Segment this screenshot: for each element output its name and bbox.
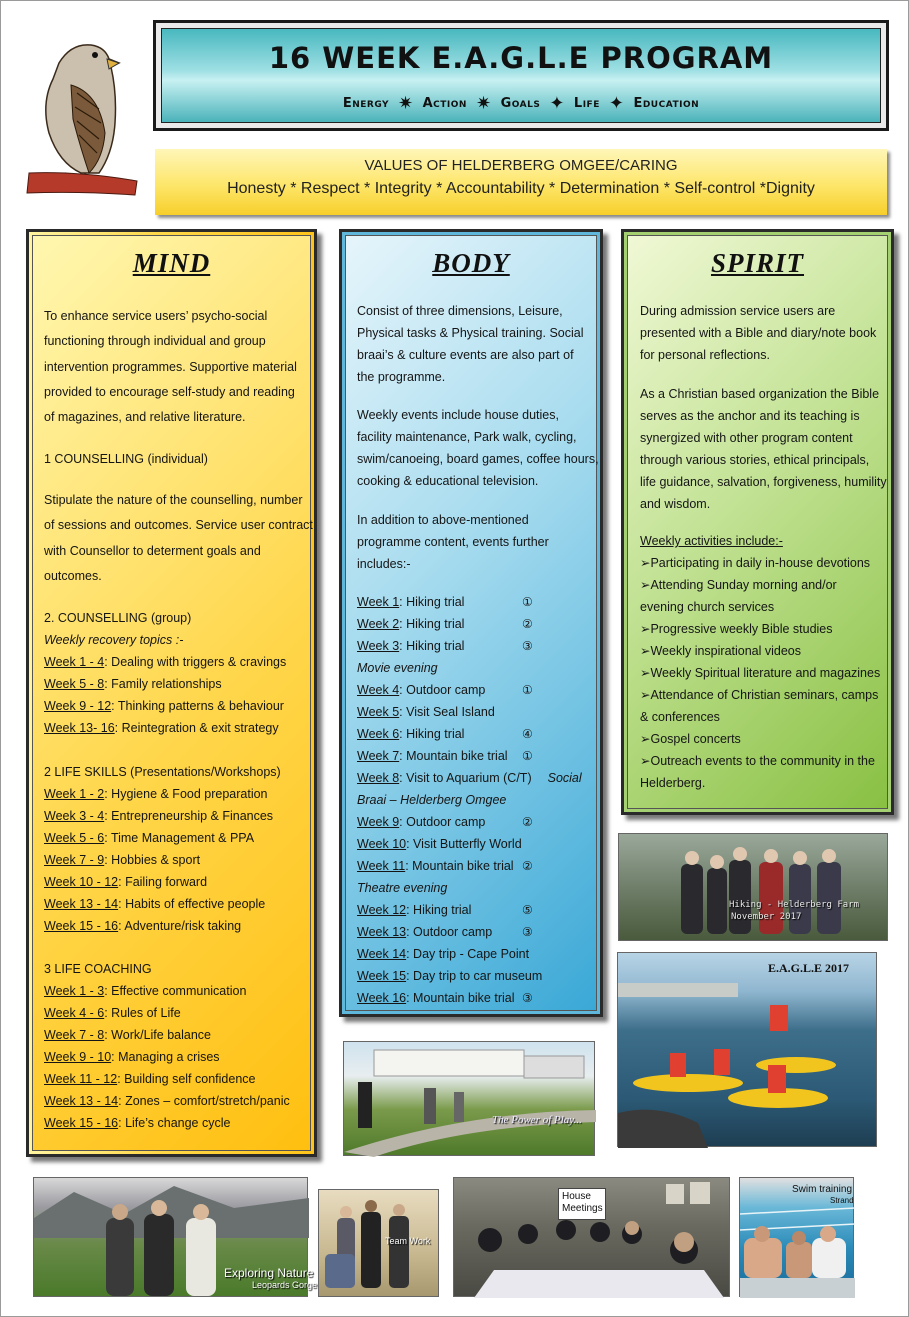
spirit-p2-line [640,384,879,406]
body-week-item [357,658,438,680]
sequence-number-icon: ③ [522,925,533,939]
body-week-item [357,812,533,834]
week-range: Week 5 - 8 [44,677,105,691]
mind-heading: MIND [132,248,211,278]
acronym-words [162,91,880,112]
week-number: Week 10 [357,837,407,851]
spirit-p2-line [640,472,887,494]
word-goals: Goals [500,96,541,111]
spirit-p1-line [640,301,835,323]
week-activity: : Visit Seal Island [399,705,495,719]
spirit-p1-text: During admission service users are [640,304,836,318]
mind-counselling-group-title [44,608,191,630]
mind-c1-text: outcomes. [44,568,102,583]
mind-week-item [44,806,273,828]
hiking-caption: Hiking - Helderberg Farm [729,900,860,910]
week-range: Week 10 - 12 [44,875,119,889]
body-p3-line [357,554,411,576]
mind-intro-text: provided to encourage self-study and reading [44,384,295,399]
spirit-activity-text: ➢Participating in daily in-house devotions [640,556,871,570]
mind-intro-text: functioning through individual and group [44,334,266,349]
sequence-number-icon: ⑤ [522,903,533,917]
sequence-number-icon: ② [522,617,533,631]
spirit-p1-text: for personal reflections. [640,348,770,362]
body-p1-line [357,345,574,367]
values-title: VALUES OF HELDERBERG OMGEE/CARING [364,157,678,174]
body-p1-text: Physical tasks & Physical training. Social [357,326,584,340]
body-p2-text: facility maintenance, Park walk, cycling, [357,430,577,444]
spirit-activity-text: ➢Outreach events to the community in the [640,754,875,768]
spirit-p1-line [640,345,770,367]
week-activity: : Day trip - Cape Point [406,947,530,961]
week-activity: : Mountain bike trial [399,749,508,763]
kayak-scene [618,953,878,1148]
spirit-p2-text: through various stories, ethical principals, [640,453,870,467]
spirit-p2-text: As a Christian based organization the Bible [640,387,880,401]
counselling-group-title: 2. COUNSELLING (group) [44,611,192,625]
body-p2-text: Weekly events include house duties, [357,408,559,422]
week-topic: : Entrepreneurship & Finances [104,809,274,823]
event-note: Braai – Helderberg Omgee [357,793,507,807]
star-icon: ✦ [608,93,625,114]
team-caption: Team Work [385,1236,431,1246]
week-activity: : Outdoor camp [399,683,486,697]
week-activity: : Mountain bike trial [406,991,515,1005]
mind-recovery-subtitle [44,630,183,652]
spirit-p2-line [640,406,860,428]
spirit-activity-line [640,619,833,641]
week-activity: : Hiking trial [406,903,472,917]
week-topic: : Building self confidence [117,1072,256,1086]
week-activity: : Outdoor camp [406,925,493,939]
program-title-box [153,20,889,131]
body-p1-text: Consist of three dimensions, Leisure, [357,304,563,318]
mind-week-item [44,981,246,1003]
spirit-activity-line [640,685,878,707]
body-week-item [357,900,533,922]
mind-week-item [44,850,200,872]
spirit-p2-text: synergized with other program content [640,431,853,445]
spirit-activity-line [640,707,720,729]
body-p2-line [357,405,559,427]
week-topic: : Effective communication [104,984,247,998]
body-p1-line [357,367,445,389]
spirit-activity-line [640,663,880,685]
spirit-activity-text: Helderberg. [640,776,706,790]
mind-week-item [44,828,254,850]
photo-house-meetings [453,1177,730,1297]
mind-week-item [44,784,268,806]
mind-column [26,229,317,1157]
house-caption: House Meetings [562,1191,603,1214]
mind-week-item [44,872,207,894]
spirit-activity-text: ➢Weekly Spiritual literature and magazines [640,666,881,680]
body-week-item [357,702,495,724]
week-number: Week 1 [357,595,400,609]
body-p2-line [357,427,577,449]
week-topic: : Time Management & PPA [104,831,255,845]
star-icon: ✷ [398,93,414,114]
week-range: Week 7 - 9 [44,853,105,867]
spirit-activity-line [640,553,870,575]
mind-c1-text: of sessions and outcomes. Service user contract [44,518,313,533]
life-coaching-title: 3 LIFE COACHING [44,962,152,976]
week-number: Week 2 [357,617,400,631]
body-p3-text: In addition to above-mentioned [357,513,529,527]
body-week-item [357,878,447,900]
sequence-number-icon: ④ [522,727,533,741]
body-p2-line [357,471,538,493]
body-week-item [357,746,533,768]
week-range: Week 1 - 3 [44,984,105,998]
week-number: Week 16 [357,991,407,1005]
mind-week-item [44,1091,290,1113]
recovery-topics-subtitle: Weekly recovery topics :- [44,633,184,647]
week-activity: : Visit Butterfly World [406,837,522,851]
event-note: Movie evening [357,661,438,675]
week-topic: : Failing forward [118,875,208,889]
kayak-caption: E.A.G.L.E 2017 [768,961,850,975]
spirit-activities-title [640,531,783,553]
week-number: Week 7 [357,749,400,763]
spirit-activity-text: ➢Weekly inspirational videos [640,644,802,658]
spirit-activity-line [640,641,801,663]
mind-intro-text: intervention programmes. Supportive material [44,359,297,374]
body-p3-line [357,532,549,554]
mind-intro-line [44,357,297,379]
body-p2-text: cooking & educational television. [357,474,539,488]
play-scene [344,1042,596,1157]
word-energy: Energy [342,96,390,111]
star-icon: ✷ [475,93,492,114]
body-week-item [357,592,533,614]
week-number: Week 9 [357,815,400,829]
values-list: Honesty * Respect * Integrity * Accountability * Determination * Self-control *Dignity [227,180,815,197]
mind-c1-line [44,566,102,588]
sequence-number-icon: ③ [522,991,533,1005]
word-life: Life [573,96,600,111]
body-week-item [357,768,582,790]
week-activity: : Hiking trial [399,727,465,741]
week-topic: : Thinking patterns & behaviour [111,699,284,713]
spirit-p2-line [640,450,869,472]
mind-c1-line [44,490,303,512]
spirit-activity-text: ➢Attendance of Christian seminars, camps [640,688,879,702]
spirit-p1-text: presented with a Bible and diary/note book [640,326,877,340]
spirit-activity-line [640,597,774,619]
body-p3-text: programme content, events further [357,535,549,549]
mind-c1-text: with Counsellor to determent goals and [44,543,261,558]
mind-c1-text: Stipulate the nature of the counselling, number [44,493,303,507]
mind-week-item [44,894,265,916]
body-p3-line [357,510,529,532]
values-banner [155,149,887,215]
spirit-activity-text: ➢Attending Sunday morning and/or [640,578,837,592]
body-week-item [357,724,533,746]
week-number: Week 6 [357,727,400,741]
mind-intro-line [44,382,295,404]
week-number: Week 4 [357,683,400,697]
body-week-item [357,944,529,966]
people-silhouettes [619,834,889,942]
body-week-item [357,856,533,878]
word-education: Education [633,96,700,111]
sequence-number-icon: ③ [522,639,533,653]
week-topic: : Hobbies & sport [104,853,201,867]
sequence-number-icon: ② [522,815,533,829]
week-activity: : Hiking trial [399,639,465,653]
week-number: Week 11 [357,859,406,873]
counselling-individual-title: 1 COUNSELLING (individual) [44,452,208,466]
week-range: Week 11 - 12 [44,1072,118,1086]
house-meetings-sign [558,1188,606,1220]
body-p1-line [357,301,563,323]
mind-intro-line [44,331,266,353]
mind-week-item [44,718,279,740]
nature-caption: Exploring Nature [224,1266,314,1280]
spirit-activity-line [640,729,741,751]
body-week-item [357,680,533,702]
body-p2-line [357,449,599,471]
week-topic: : Adventure/risk taking [118,919,242,933]
mind-week-item [44,1003,181,1025]
week-number: Week 12 [357,903,407,917]
eagle-illustration [19,23,139,203]
week-topic: : Dealing with triggers & cravings [104,655,287,669]
body-column [339,229,603,1017]
mind-counselling-individual-title [44,449,208,471]
body-week-item [357,988,533,1010]
photo-kayaking [617,952,877,1147]
life-skills-title: 2 LIFE SKILLS (Presentations/Workshops) [44,765,281,779]
nature-sub-caption: Leopards Gorge [252,1280,318,1290]
week-range: Week 15 - 16 [44,919,119,933]
week-range: Week 3 - 4 [44,809,105,823]
mind-week-item [44,652,286,674]
mind-week-item [44,1025,211,1047]
body-p3-text: includes:- [357,557,411,571]
week-range: Week 9 - 12 [44,699,112,713]
body-week-item [357,922,533,944]
mind-week-item [44,1047,220,1069]
body-p2-text: swim/canoeing, board games, coffee hours, [357,452,599,466]
mind-week-item [44,696,284,718]
spirit-column [621,229,894,815]
week-range: Week 9 - 10 [44,1050,112,1064]
week-topic: : Hygiene & Food preparation [104,787,268,801]
spirit-p2-text: life guidance, salvation, forgiveness, humility [640,475,887,489]
mind-week-item [44,1069,255,1091]
hiking-date: November 2017 [731,912,802,922]
body-p1-text: braai’s & culture events are also part of [357,348,574,362]
week-topic: : Work/Life balance [104,1028,211,1042]
mind-intro-line [44,306,267,328]
week-range: Week 15 - 16 [44,1116,119,1130]
week-range: Week 13 - 14 [44,897,119,911]
week-activity: : Hiking trial [399,617,465,631]
play-caption: The Power of Play... [492,1114,582,1126]
mind-intro-text: of magazines, and relative literature. [44,410,246,425]
body-heading: BODY [432,248,510,278]
week-number: Week 15 [357,969,407,983]
swim-caption: Swim training [792,1184,853,1195]
photo-exploring-nature [33,1177,318,1297]
spirit-p2-text: and wisdom. [640,497,711,511]
sequence-number-icon: ① [522,749,533,763]
spirit-p2-line [640,428,853,450]
week-topic: : Family relationships [104,677,222,691]
week-range: Week 5 - 6 [44,831,105,845]
mind-c1-line [44,515,313,537]
week-activity: : Day trip to car museum [406,969,543,983]
spirit-activity-text: ➢Progressive weekly Bible studies [640,622,833,636]
mind-life-coaching-title [44,959,152,981]
week-range: Week 4 - 6 [44,1006,105,1020]
week-activity: : Hiking trial [399,595,465,609]
photo-swim-training [739,1177,854,1297]
spirit-p1-line [640,323,876,345]
swim-sub-caption: Strand [830,1196,854,1205]
week-range: Week 1 - 4 [44,655,105,669]
body-week-item [357,636,533,658]
spirit-activity-line [640,773,705,795]
sequence-number-icon: ② [522,859,533,873]
mind-life-skills-title [44,762,281,784]
spirit-activity-line [640,751,875,773]
week-topic: : Reintegration & exit strategy [114,721,279,735]
star-icon: ✦ [549,93,565,114]
week-number: Week 3 [357,639,400,653]
spirit-activity-line [640,575,837,597]
body-week-item [357,790,506,812]
event-note: Theatre evening [357,881,448,895]
week-topic: : Zones – comfort/stretch/panic [118,1094,290,1108]
spirit-p2-line [640,494,710,516]
mind-week-item [44,1113,230,1135]
mind-c1-line [44,541,261,563]
week-topic: : Habits of effective people [118,897,266,911]
week-topic: : Rules of Life [104,1006,181,1020]
body-p1-text: the programme. [357,370,446,384]
week-range: Week 7 - 8 [44,1028,105,1042]
week-number: Week 14 [357,947,407,961]
mind-intro-line [44,407,246,429]
spirit-activity-text: ➢Gospel concerts [640,732,741,746]
sequence-number-icon: ① [522,683,533,697]
photo-hiking-group [618,833,888,941]
mind-week-item [44,674,222,696]
week-number: Week 5 [357,705,400,719]
word-action: Action [422,96,467,111]
event-note: Social [547,771,582,785]
week-number: Week 13 [357,925,407,939]
weekly-activities-title: Weekly activities include:- [640,534,783,548]
week-activity: : Mountain bike trial [405,859,514,873]
spirit-p2-text: serves as the anchor and its teaching is [640,409,860,423]
week-topic: : Life’s change cycle [118,1116,231,1130]
mind-week-item [44,916,241,938]
photo-team-work [318,1189,439,1297]
week-range: Week 13- 16 [44,721,115,735]
mind-intro-text: To enhance service users’ psycho-social [44,309,268,323]
body-p1-line [357,323,583,345]
week-activity: : Visit to Aquarium (C/T) [399,771,532,785]
week-range: Week 13 - 14 [44,1094,119,1108]
photo-power-of-play [343,1041,595,1156]
spirit-heading: SPIRIT [710,248,805,278]
spirit-activity-text: & conferences [640,710,720,724]
program-title: 16 WEEK E.A.G.L.E PROGRAM [268,41,774,75]
week-range: Week 1 - 2 [44,787,105,801]
body-week-item [357,834,522,856]
week-activity: : Outdoor camp [399,815,486,829]
body-week-item [357,614,533,636]
body-week-item [357,966,542,988]
week-topic: : Managing a crises [111,1050,220,1064]
week-number: Week 8 [357,771,400,785]
sequence-number-icon: ① [522,595,533,609]
spirit-activity-text: evening church services [640,600,775,614]
